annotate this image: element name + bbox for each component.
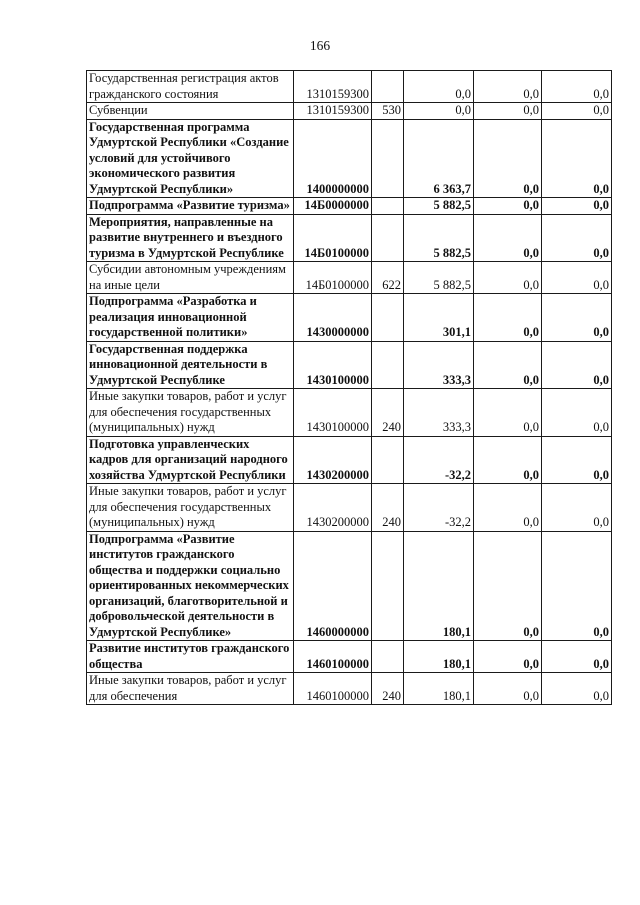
target-article-cell: 1310159300 — [294, 103, 372, 120]
row-name-cell: Развитие институтов гражданского общества — [87, 641, 294, 673]
target-article-cell: 14Б0100000 — [294, 262, 372, 294]
target-article-cell: 1430000000 — [294, 294, 372, 342]
expense-type-cell — [372, 294, 404, 342]
amount-3-cell: 0,0 — [542, 641, 612, 673]
amount-2-cell: 0,0 — [474, 103, 542, 120]
amount-1-cell: 180,1 — [404, 641, 474, 673]
row-name-cell: Государственная программа Удмуртской Республики «Создание условий для устойчивого экономического развития Удмуртской Республики» — [87, 119, 294, 198]
amount-2-cell: 0,0 — [474, 673, 542, 705]
row-name-cell: Подпрограмма «Развитие туризма» — [87, 198, 294, 215]
row-name-cell: Государственная поддержка инновационной деятельности в Удмуртской Республике — [87, 341, 294, 389]
row-name-cell: Подпрограмма «Разработка и реализация инновационной государственной политики» — [87, 294, 294, 342]
table-row — [87, 389, 612, 437]
table-row — [87, 71, 612, 103]
table-row — [87, 103, 612, 120]
row-name-cell: Иные закупки товаров, работ и услуг для обеспечения государственных (муниципальных) нужд — [87, 484, 294, 532]
row-name-cell: Субсидии автономным учреждениям на иные цели — [87, 262, 294, 294]
expense-type-cell: 240 — [372, 389, 404, 437]
amount-1-cell: -32,2 — [404, 484, 474, 532]
target-article-cell: 1430100000 — [294, 389, 372, 437]
row-name-cell: Подпрограмма «Развитие институтов гражданского общества и поддержки социально ориентированных некоммерческих организаций, благотворительной и добровольческой деятельности в Удмуртской Республике» — [87, 531, 294, 641]
amount-3-cell: 0,0 — [542, 214, 612, 262]
target-article-cell: 1460100000 — [294, 673, 372, 705]
amount-3-cell: 0,0 — [542, 262, 612, 294]
amount-1-cell: 333,3 — [404, 341, 474, 389]
expense-type-cell — [372, 341, 404, 389]
expense-type-cell: 622 — [372, 262, 404, 294]
amount-1-cell: 0,0 — [404, 71, 474, 103]
table-row — [87, 641, 612, 673]
table-row — [87, 262, 612, 294]
expense-type-cell — [372, 71, 404, 103]
expense-type-cell — [372, 198, 404, 215]
target-article-cell: 14Б0100000 — [294, 214, 372, 262]
table-row — [87, 531, 612, 641]
expense-type-cell: 240 — [372, 484, 404, 532]
amount-3-cell: 0,0 — [542, 389, 612, 437]
amount-3-cell: 0,0 — [542, 103, 612, 120]
amount-2-cell: 0,0 — [474, 294, 542, 342]
target-article-cell: 1400000000 — [294, 119, 372, 198]
amount-1-cell: 180,1 — [404, 673, 474, 705]
target-article-cell: 1430200000 — [294, 484, 372, 532]
expense-type-cell — [372, 531, 404, 641]
amount-1-cell: 5 882,5 — [404, 198, 474, 215]
amount-1-cell: 0,0 — [404, 103, 474, 120]
expense-type-cell — [372, 214, 404, 262]
amount-1-cell: 180,1 — [404, 531, 474, 641]
amount-1-cell: -32,2 — [404, 436, 474, 484]
amount-3-cell: 0,0 — [542, 198, 612, 215]
amount-3-cell: 0,0 — [542, 531, 612, 641]
amount-1-cell: 301,1 — [404, 294, 474, 342]
amount-3-cell: 0,0 — [542, 673, 612, 705]
target-article-cell: 1430100000 — [294, 341, 372, 389]
amount-1-cell: 5 882,5 — [404, 262, 474, 294]
target-article-cell: 1460100000 — [294, 641, 372, 673]
target-article-cell: 1310159300 — [294, 71, 372, 103]
target-article-cell: 1460000000 — [294, 531, 372, 641]
expense-type-cell — [372, 436, 404, 484]
row-name-cell: Мероприятия, направленные на развитие внутреннего и въездного туризма в Удмуртской Республике — [87, 214, 294, 262]
amount-1-cell: 6 363,7 — [404, 119, 474, 198]
expense-type-cell: 240 — [372, 673, 404, 705]
budget-table-body — [87, 71, 612, 705]
amount-3-cell: 0,0 — [542, 436, 612, 484]
amount-2-cell: 0,0 — [474, 198, 542, 215]
amount-2-cell: 0,0 — [474, 341, 542, 389]
row-name-cell: Государственная регистрация актов гражданского состояния — [87, 71, 294, 103]
amount-2-cell: 0,0 — [474, 71, 542, 103]
amount-2-cell: 0,0 — [474, 484, 542, 532]
row-name-cell: Иные закупки товаров, работ и услуг для обеспечения государственных (муниципальных) нужд — [87, 389, 294, 437]
amount-2-cell: 0,0 — [474, 436, 542, 484]
table-row — [87, 198, 612, 215]
row-name-cell: Субвенции — [87, 103, 294, 120]
row-name-cell: Подготовка управленческих кадров для организаций народного хозяйства Удмуртской Республики — [87, 436, 294, 484]
table-row — [87, 341, 612, 389]
table-row — [87, 673, 612, 705]
table-row — [87, 294, 612, 342]
amount-3-cell: 0,0 — [542, 341, 612, 389]
amount-3-cell: 0,0 — [542, 294, 612, 342]
target-article-cell: 1430200000 — [294, 436, 372, 484]
amount-2-cell: 0,0 — [474, 641, 542, 673]
table-row — [87, 484, 612, 532]
expense-type-cell: 530 — [372, 103, 404, 120]
budget-table — [86, 70, 612, 705]
amount-3-cell: 0,0 — [542, 71, 612, 103]
page-number: 166 — [309, 38, 331, 53]
amount-2-cell: 0,0 — [474, 214, 542, 262]
amount-2-cell: 0,0 — [474, 262, 542, 294]
amount-1-cell: 333,3 — [404, 389, 474, 437]
row-name-cell: Иные закупки товаров, работ и услуг для обеспечения — [87, 673, 294, 705]
amount-3-cell: 0,0 — [542, 119, 612, 198]
expense-type-cell — [372, 119, 404, 198]
amount-2-cell: 0,0 — [474, 389, 542, 437]
amount-1-cell: 5 882,5 — [404, 214, 474, 262]
table-row — [87, 436, 612, 484]
expense-type-cell — [372, 641, 404, 673]
table-row — [87, 119, 612, 198]
target-article-cell: 14Б0000000 — [294, 198, 372, 215]
table-row — [87, 214, 612, 262]
amount-3-cell: 0,0 — [542, 484, 612, 532]
amount-2-cell: 0,0 — [474, 119, 542, 198]
amount-2-cell: 0,0 — [474, 531, 542, 641]
